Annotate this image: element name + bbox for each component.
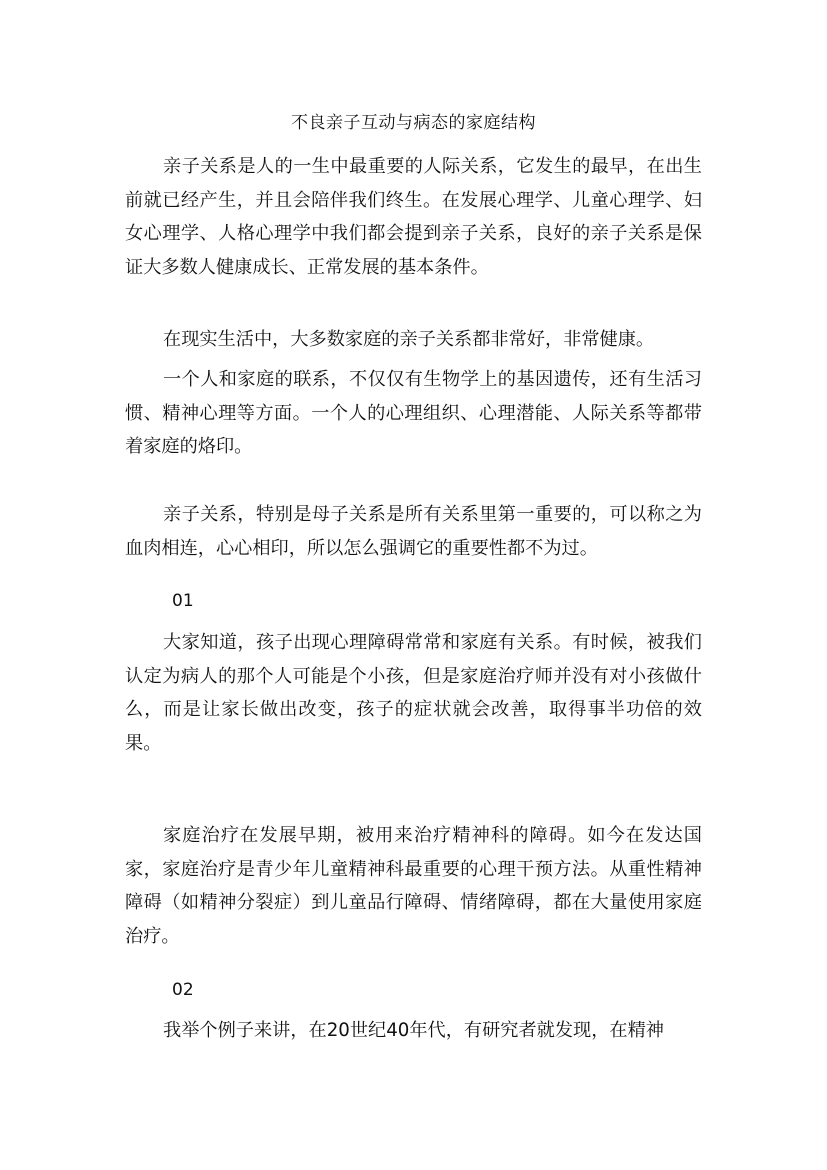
paragraph-5: 大家知道，孩子出现心理障碍常常和家庭有关系。有时候，被我们认定为病人的那个人可能是个小孩，但是家庭治疗师并没有对小孩做什么，而是让家长做出改变，孩子的症状就会改善，取得事半功倍的效果。 [125,632,702,754]
section-number-02: 02 [172,980,194,1000]
paragraph-6: 家庭治疗在发展早期，被用来治疗精神科的障碍。如今在发达国家，家庭治疗是青少年儿童精神科最重要的心理干预方法。从重性精神障碍（如精神分裂症）到儿童品行障碍、情绪障碍，都在大量使用家庭治疗。 [125,825,702,947]
paragraph-2: 在现实生活中，大多数家庭的亲子关系都非常好，非常健康。 [163,329,655,350]
document-title: 不良亲子互动与病态的家庭结构 [291,113,536,133]
paragraph-7: 我举个例子来讲，在20世纪40年代，有研究者就发现，在精神 [163,1020,664,1041]
paragraph-3: 一个人和家庭的联系，不仅仅有生物学上的基因遗传，还有生活习惯、精神心理等方面。一个人的心理组织、心理潜能、人际关系等都带着家庭的烙印。 [125,369,702,457]
paragraph-4: 亲子关系，特别是母子关系是所有关系里第一重要的，可以称之为血肉相连，心心相印，所以怎么强调它的重要性都不为过。 [125,504,702,559]
section-number-01: 01 [172,591,194,611]
paragraph-1: 亲子关系是人的一生中最重要的人际关系，它发生的最早，在出生前就已经产生，并且会陪伴我们终生。在发展心理学、儿童心理学、妇女心理学、人格心理学中我们都会提到亲子关系，良好的亲子关系是保证大多数人健康成长、正常发展的基本条件。 [125,156,702,278]
